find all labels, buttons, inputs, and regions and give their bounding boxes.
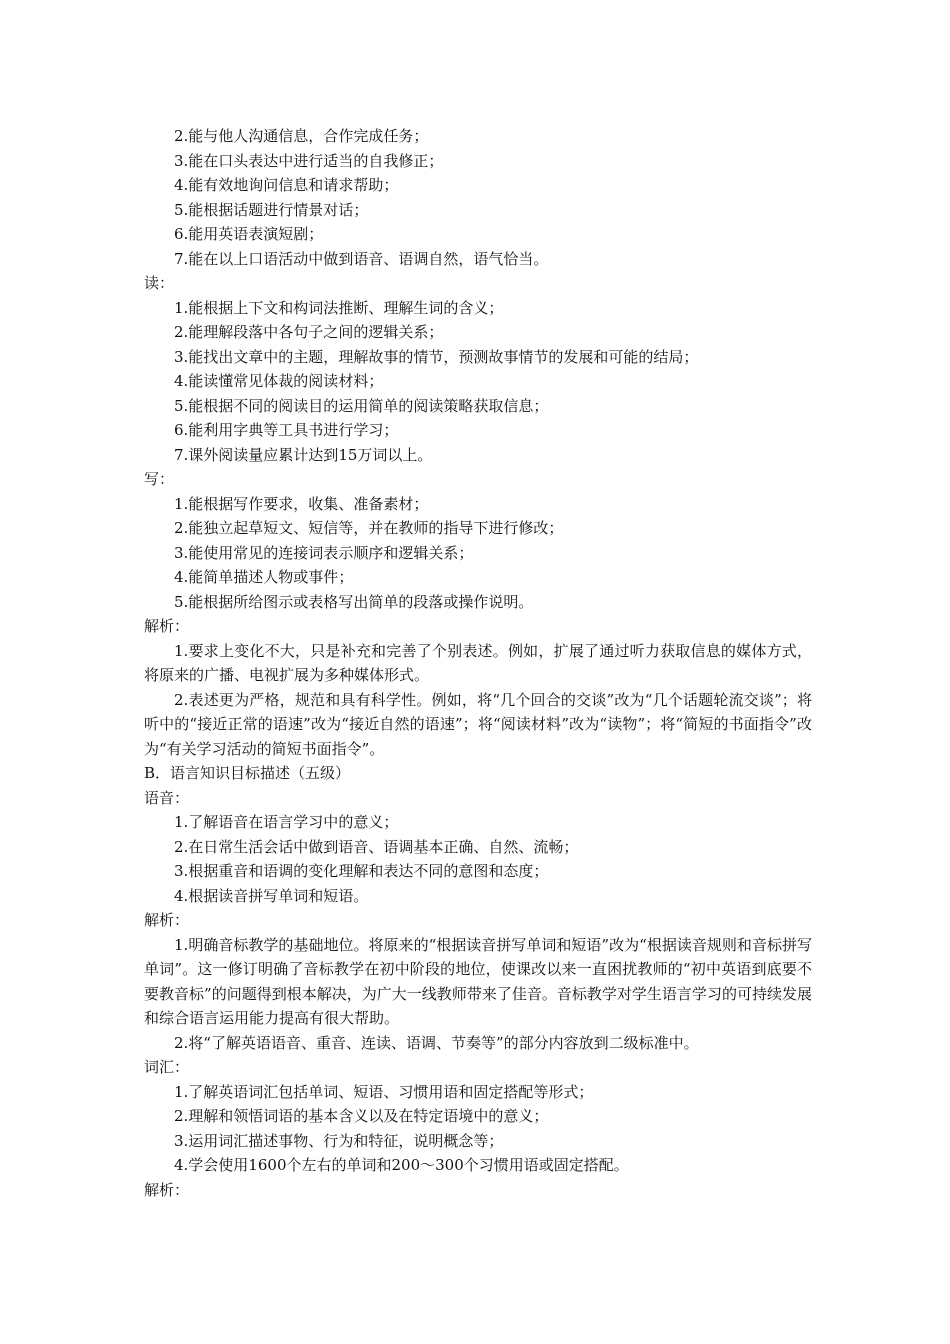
list-item: 1.能根据写作要求，收集、准备素材； [174,494,429,513]
analysis-paragraph: 1.明确音标教学的基础地位。将原来的“根据读音拼写单词和短语”改为“根据读音规则和音标拼写单词”。这一修订明确了音标教学在初中阶段的地位，使课改以来一直困扰教师的“初中英语到底要不要教音标”的问题得到根本解决，为广大一线教师带来了佳音。音标教学对学生语言学习的可持续发展和综合语言运用能力提高有很大帮助。 [144,935,812,1027]
list-item: 3.根据重音和语调的变化理解和表达不同的意图和态度； [174,862,549,880]
write-heading: 写： [144,470,175,488]
list-item: 3.能在口头表达中进行适当的自我修正； [174,151,444,170]
list-item: 4.能读懂常见体裁的阅读材料； [174,372,384,390]
list-item: 5.能根据不同的阅读目的运用简单的阅读策略获取信息； [174,396,549,415]
list-item: 4.学会使用1600个左右的单词和200～300个习惯用语或固定搭配。 [174,1156,629,1174]
read-heading: 读： [144,274,175,292]
list-item: 4.能有效地询问信息和请求帮助； [174,176,399,194]
list-item: 1.了解语音在语言学习中的意义； [174,813,399,831]
list-item: 2.能理解段落中各句子之间的逻辑关系； [174,323,444,341]
list-item: 1.了解英语词汇包括单词、短语、习惯用语和固定搭配等形式； [174,1082,594,1101]
list-item: 7.课外阅读量应累计达到15万词以上。 [174,445,433,464]
list-item: 6.能利用字典等工具书进行学习； [174,421,399,439]
analysis-heading: 解析： [144,617,190,635]
list-item: 7.能在以上口语活动中做到语音、语调自然，语气恰当。 [174,249,549,268]
list-item: 1.能根据上下文和构词法推断、理解生词的含义； [174,298,504,317]
phonetics-heading: 语音： [144,788,190,807]
list-item: 3.能找出文章中的主题，理解故事的情节，预测故事情节的发展和可能的结局； [174,347,699,366]
vocab-heading: 词汇： [144,1058,190,1076]
list-item: 4.根据读音拼写单词和短语。 [174,886,369,905]
list-item: 3.能使用常见的连接词表示顺序和逻辑关系； [174,543,474,562]
analysis-paragraph: 2.表述更为严格，规范和具有科学性。例如，将“几个回合的交谈”改为“几个话题轮流交谈”；将听中的“接近正常的语速”改为“接近自然的语速”；将“阅读材料”改为“读物”；将“简短的书面指令”改为“有关学习活动的简短书面指令”。 [144,690,812,758]
analysis-heading: 解析： [144,1180,190,1199]
section-b-heading: B．语言知识目标描述（五级） [144,764,351,782]
list-item: 2.理解和领悟词语的基本含义以及在特定语境中的意义； [174,1107,549,1125]
list-item: 2.在日常生活会话中做到语音、语调基本正确、自然、流畅； [174,837,579,856]
document-page [144,124,812,1202]
analysis-heading: 解析： [144,911,190,929]
analysis-paragraph: 2.将“了解英语语音、重音、连读、语调、节奏等”的部分内容放到二级标准中。 [174,1033,699,1052]
list-item: 5.能根据话题进行情景对话； [174,200,369,219]
list-item: 4.能简单描述人物或事件； [174,568,354,586]
list-item: 3.运用词汇描述事物、行为和特征，说明概念等； [174,1131,504,1150]
analysis-paragraph: 1.要求上变化不大，只是补充和完善了个别表述。例如，扩展了通过听力获取信息的媒体方式，将原来的广播、电视扩展为多种媒体形式。 [144,641,812,684]
list-item: 2.能与他人沟通信息，合作完成任务； [174,127,429,145]
list-item: 2.能独立起草短文、短信等，并在教师的指导下进行修改； [174,519,564,537]
list-item: 5.能根据所给图示或表格写出简单的段落或操作说明。 [174,592,534,611]
list-item: 6.能用英语表演短剧； [174,225,324,243]
